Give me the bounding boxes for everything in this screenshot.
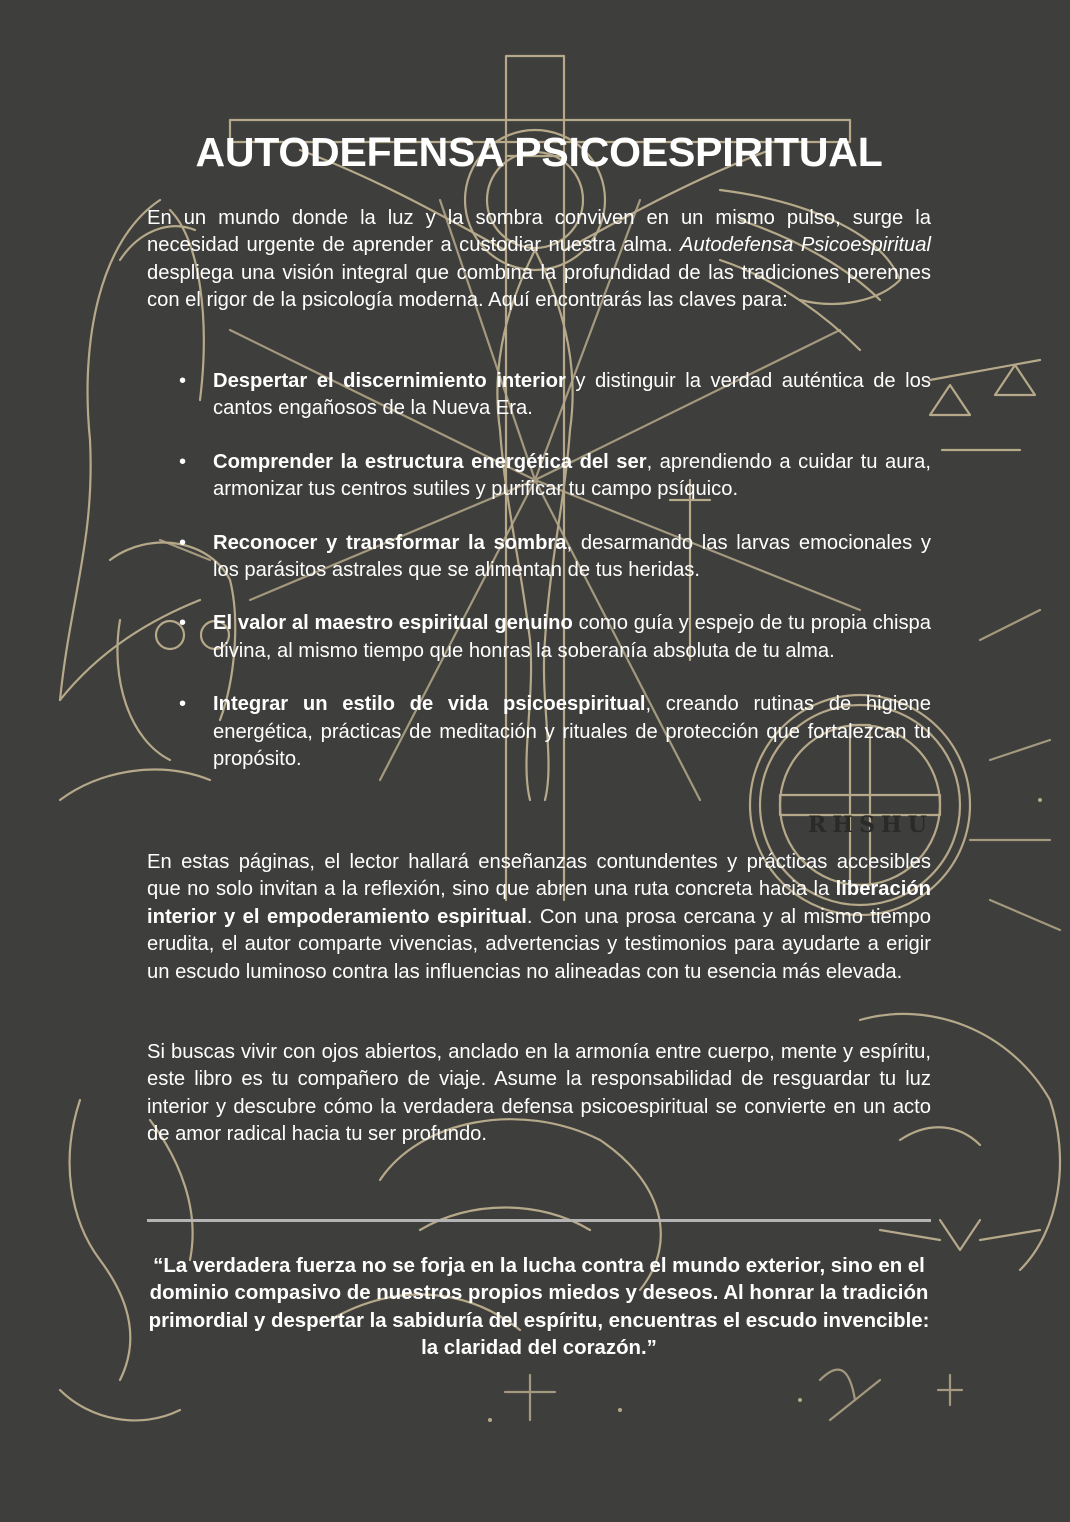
sparkle-stars-icon: [505, 1370, 962, 1420]
list-item: • El valor al maestro espiritual genuino como guía y espejo de tu propia chispa divina, al mismo tiempo que honras la soberanía absoluta de tu alma.: [179, 612, 931, 662]
medal-letters: RHSHU: [808, 812, 933, 838]
body-paragraph-2: En estas páginas, el lector hallará enseñanzas contundentes y prácticas accesibles que no solo invitan a la reflexión, sino que abren una ruta concreta hacia la liberación interior y el empoderamiento espiritual. Con una prosa cercana y al mismo tiempo erudita, el autor comparte vivencias, advertencias y testimonios para ayudarte a erigir un escudo luminoso contra las influencias no alineadas con tu esencia más elevada.: [147, 851, 931, 983]
list-item: • Reconocer y transformar la sombra, desarmando las larvas emocionales y los parásitos astrales que se alimentan de tus heridas.: [179, 531, 931, 582]
bullet-icon: •: [179, 531, 187, 554]
list-item: • Comprender la estructura energética del ser, aprendiendo a cuidar tu aura, armonizar tus centros sutiles y purificar tu campo psíquico.: [179, 450, 931, 501]
list-item: • Integrar un estilo de vida psicoespiritual, creando rutinas de higiene energética, prácticas de meditación y rituales de protección que fortalezcan tu propósito.: [179, 693, 931, 771]
key-points-list: [147, 368, 931, 799]
bullet-icon: •: [179, 370, 187, 392]
list-item: • Despertar el discernimiento interior y distinguir la verdad auténtica de los cantos engañosos de la Nueva Era.: [179, 370, 931, 420]
intro-paragraph: En un mundo donde la luz y la sombra conviven en un mismo pulso, surge la necesidad urgente de aprender a custodiar nuestra alma. Autodefensa Psicoespiritual despliega una visión integral que combina la profundidad de las tradiciones perennes con el rigor de la psicología moderna. Aquí encontrarás las claves para:: [147, 207, 931, 312]
bullet-icon: •: [179, 612, 187, 635]
balance-scale-icon: [930, 360, 1040, 450]
closing-quote: “La verdadera fuerza no se forja en la lucha contra el mundo exterior, sino en el dominio compasivo de nuestros propios miedos y deseos. Al honrar la tradición primordial y despertar la sabiduría del espíritu, encuentras el escudo invencible: la claridad del corazón.”: [148, 1255, 930, 1360]
page-title: AUTODEFENSA PSICOESPIRITUAL: [195, 129, 883, 175]
book-title-italic: Autodefensa Psicoespiritual: [680, 234, 931, 257]
section-divider: [147, 1219, 931, 1222]
body-paragraph-3: Si buscas vivir con ojos abiertos, anclado en la armonía entre cuerpo, mente y espíritu, este libro es tu compañero de viaje. Asume la responsabilidad de resguardar tu luz interior y descubre cómo la verdadera defensa psicoespiritual se convierte en un acto de amor radical hacia tu ser profundo.: [147, 1041, 931, 1146]
bullet-icon: •: [179, 693, 187, 716]
bullet-icon: •: [179, 450, 187, 473]
